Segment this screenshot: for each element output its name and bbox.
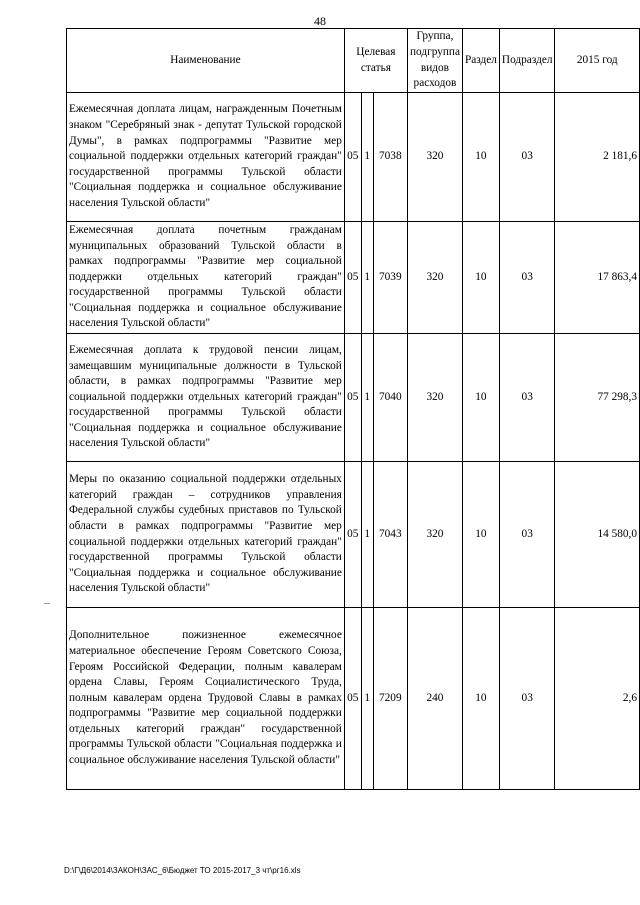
row-amount: 2 181,6	[555, 93, 640, 222]
file-path-footer: D:\Г\Д6\2014\ЗАКОН\ЗАС_6\Бюджет ТО 2015-2017_3 чт\рг16.xls	[64, 866, 301, 875]
row-code-program: 05	[344, 334, 361, 462]
page-number: 48	[314, 14, 326, 28]
row-amount: 2,6	[555, 608, 640, 790]
row-code-direction: 7040	[373, 334, 407, 462]
header-section: Раздел	[462, 29, 499, 93]
row-code-subprogram: 1	[361, 222, 373, 334]
row-amount: 17 863,4	[555, 222, 640, 334]
table-row	[67, 608, 640, 790]
row-subsection: 03	[499, 462, 555, 608]
row-section: 10	[462, 222, 499, 334]
row-code-program: 05	[344, 608, 361, 790]
table-row	[67, 93, 640, 222]
table-row	[67, 462, 640, 608]
margin-mark	[44, 603, 50, 604]
row-subsection: 03	[499, 222, 555, 334]
row-subsection: 03	[499, 608, 555, 790]
row-section: 10	[462, 608, 499, 790]
row-subsection: 03	[499, 93, 555, 222]
row-group: 320	[407, 334, 462, 462]
row-code-direction: 7038	[373, 93, 407, 222]
row-code-direction: 7039	[373, 222, 407, 334]
header-year: 2015 год	[555, 29, 640, 93]
row-subsection: 03	[499, 334, 555, 462]
row-group: 320	[407, 93, 462, 222]
row-section: 10	[462, 462, 499, 608]
header-group: Группа, подгруппа видов расходов	[407, 29, 462, 93]
table-row	[67, 222, 640, 334]
row-group: 320	[407, 462, 462, 608]
row-code-subprogram: 1	[361, 608, 373, 790]
row-code-subprogram: 1	[361, 93, 373, 222]
row-code-subprogram: 1	[361, 462, 373, 608]
row-code-direction: 7043	[373, 462, 407, 608]
header-article: Целевая статья	[344, 29, 407, 93]
header-subsection: Подраздел	[499, 29, 555, 93]
row-code-program: 05	[344, 93, 361, 222]
row-code-subprogram: 1	[361, 334, 373, 462]
row-amount: 77 298,3	[555, 334, 640, 462]
row-name: Ежемесячная доплата почетным гражданам муниципальных образований Тульской области в рамках подпрограммы "Развитие мер социальной поддержки отдельных категорий граждан" государственной программы Тульской области "Социальная поддержка и социальное обслуживание населения Тульской области"	[67, 222, 345, 334]
row-group: 240	[407, 608, 462, 790]
row-name: Меры по оказанию социальной поддержки отдельных категорий граждан – сотрудников управления Федеральной службы судебных приставов по Тульской области в рамках подпрограммы "Развитие мер социальной поддержки отдельных категорий граждан" государственной программы Тульской области "Социальная поддержка и социальное обслуживание населения Тульской области"	[67, 462, 345, 608]
row-name: Ежемесячная доплата к трудовой пенсии лицам, замещавшим муниципальные должности в Тульской области, в рамках подпрограммы "Развитие мер социальной поддержки отдельных категорий граждан" государственной программы Тульской области "Социальная поддержка и социальное обслуживание населения Тульской области"	[67, 334, 345, 462]
row-section: 10	[462, 334, 499, 462]
row-code-direction: 7209	[373, 608, 407, 790]
table-row	[67, 334, 640, 462]
row-code-program: 05	[344, 462, 361, 608]
budget-table	[66, 28, 640, 790]
row-section: 10	[462, 93, 499, 222]
row-name: Дополнительное пожизненное ежемесячное материальное обеспечение Героям Советского Союза, Героям Российской Федерации, полным кавалерам ордена Славы, Героям Социалистического Труда, полным кавалерам ордена Трудовой Славы в рамках подпрограммы "Развитие мер социальной поддержки отдельных категорий граждан" государственной программы Тульской области "Социальная поддержка и социальное обслуживание населения Тульской области"	[67, 608, 345, 790]
row-name: Ежемесячная доплата лицам, награжденным Почетным знаком "Серебряный знак - депутат Тульской городской Думы", в рамках подпрограммы "Развитие мер социальной поддержки отдельных категорий граждан" государственной программы Тульской области "Социальная поддержка и социальное обслуживание населения Тульской области"	[67, 93, 345, 222]
row-code-program: 05	[344, 222, 361, 334]
header-name: Наименование	[67, 29, 345, 93]
row-amount: 14 580,0	[555, 462, 640, 608]
row-group: 320	[407, 222, 462, 334]
